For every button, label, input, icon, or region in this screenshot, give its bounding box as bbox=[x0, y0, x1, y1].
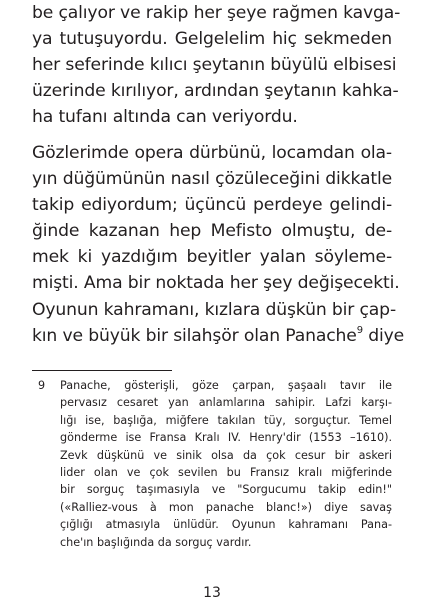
text-line: ha tufanı altında can veriyordu. bbox=[32, 107, 298, 127]
text-segment: kın ve büyük bir silahşör olan Panache bbox=[32, 326, 357, 346]
footnote-line: bir sorguç taşımasıyla ve "Sorgucumu takip edin!" bbox=[60, 483, 392, 497]
text-line: yın düğümünün nasıl çözüleceğini dikkatle bbox=[32, 169, 392, 189]
text-line: ğinde kazanan hep Mefisto olmuştu, de- bbox=[32, 221, 392, 241]
footnote-line: Zevk düşkünü ve sinik olsa da çok cesur bir askeri bbox=[60, 448, 392, 462]
footnote-body bbox=[60, 377, 392, 551]
text-line: takip ediyordum; üçüncü perdeye gelindi- bbox=[32, 195, 392, 215]
text-segment: diye bbox=[362, 326, 405, 346]
footnote-line: pervasız cesaret yan anlamlarına sahipir. Lafzi karşı- bbox=[60, 396, 392, 410]
text-line: ya tutuşuyordu. Gelgelelim hiç sekmeden bbox=[32, 29, 392, 49]
text-line: be çalıyor ve rakip her şeye rağmen kavga- bbox=[32, 3, 401, 23]
page-number: 13 bbox=[203, 585, 221, 601]
footnote-number: 9 bbox=[38, 379, 46, 392]
paragraph-3 bbox=[32, 297, 405, 349]
paragraph-1 bbox=[32, 0, 401, 130]
text-line: Oyunun kahramanı, kızlara düşkün bir çap- bbox=[32, 300, 396, 320]
text-line-with-footnote-ref bbox=[32, 323, 405, 349]
footnote-line: Panache, gösterişli, göze çarpan, şaşaalı tavır ile bbox=[60, 379, 392, 392]
text-line: mek ki yazdığım beyitler yalan söyleme- bbox=[32, 247, 392, 267]
text-line: mişti. Ama bir noktada her şey değişecekti. bbox=[32, 273, 400, 293]
footnote-reference: 9 bbox=[356, 325, 363, 337]
text-line: her seferinde kılıcı şeytanın büyülü elbisesi bbox=[32, 55, 397, 75]
text-line: Gözlerimde opera dürbünü, locamdan ola- bbox=[32, 143, 392, 163]
footnote-line: çığlığı atmasıyla ünlüdür. Oyunun kahramanı Pana- bbox=[60, 518, 392, 532]
footnote-line: («Ralliez-vous à mon panache blanc!») diye savaş bbox=[60, 500, 392, 514]
footnote-line: che'ın başlığında da sorguç vardır. bbox=[60, 535, 252, 549]
footnote-line: gönderme ise Fransa Kralı IV. Henry'dir (1553 –1610). bbox=[60, 431, 392, 445]
footnote-line: lığı ise, başlığa, miğfere takılan tüy, sorguçtur. Temel bbox=[60, 413, 392, 427]
text-line: üzerinde kırılıyor, ardından şeytanın kahka- bbox=[32, 81, 399, 101]
footnote-line: lider olan ve çok sevilen bu Fransız kralı miğferinde bbox=[60, 465, 392, 479]
footnote-divider bbox=[32, 370, 172, 371]
paragraph-2 bbox=[32, 140, 400, 296]
